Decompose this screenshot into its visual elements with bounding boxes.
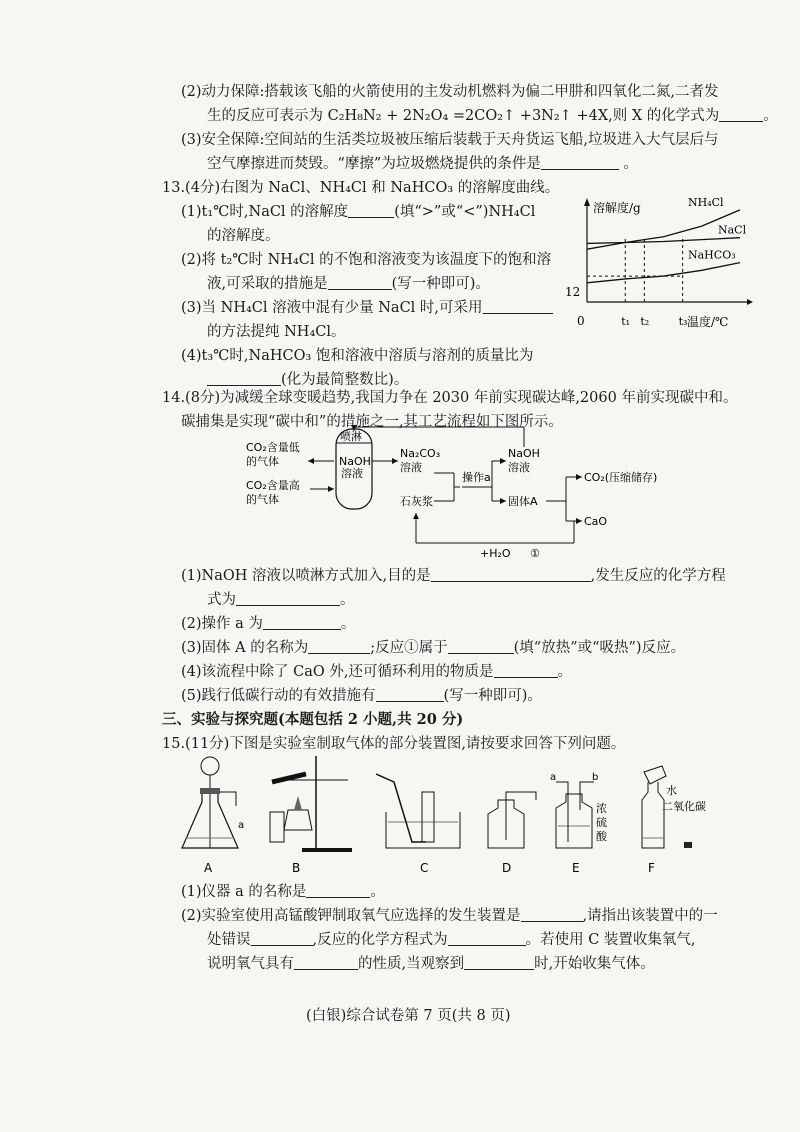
answer-blank [541,155,619,170]
q14-header-line2: 碳捕集是实现“碳中和”的措施之一,其工艺流程如下图所示。 [181,414,563,430]
x-axis-label: 温度/℃ [687,315,729,329]
naoh-out-label-2: 溶液 [508,461,530,474]
q15-p2e: 。若使用 C 装置收集氧气, [525,932,696,948]
q14-p4: (4)该流程中除了 CaO 外,还可循环利用的物质是 [181,664,494,680]
answer-blank [306,883,370,898]
q14-p1c: 式为 [207,592,236,608]
apparatus-e [550,772,608,875]
q13-p2b: 液,可采取的措施是 [207,276,328,292]
answer-blank [207,371,281,386]
na2co3-label-2: 溶液 [400,461,422,474]
answer-blank [308,639,370,654]
q12-part3-line1: (3)安全保障:空间站的生活类垃圾被压缩后装载于天舟货运飞船,垃圾进入大气层后与 [181,132,719,148]
port-b-label: b [592,772,599,783]
section-3-heading: 三、实验与探究题(本题包括 2 小题,共 20 分) [162,711,464,728]
apparatus-label-d: D [502,861,512,875]
q13-part3-line2: 的方法提纯 NH₄Cl。 [207,324,346,340]
answer-blank [448,639,514,654]
apparatus-label-b: B [292,861,301,875]
q14-part3 [181,638,685,658]
limewater-label: 石灰浆 [400,495,433,508]
q13-p2c: (写一种即可)。 [391,276,490,292]
answer-blank [483,299,553,314]
port-a-label: a [550,772,557,783]
y-axis-arrow [584,198,590,206]
q14-p3c: (填“放热”或“吸热”)反应。 [513,640,686,656]
q12-part2-line1: (2)动力保障:搭载该飞船的火箭使用的主发动机燃料为偏二甲肼和四氧化二氮,二者发 [181,84,719,100]
na2co3-label-1: Na₂CO₃ [400,447,441,460]
low-co2-label-1: CO₂含量低 [246,441,300,454]
answer-blank [464,955,534,970]
q13-part2-line1: (2)将 t₂℃时 NH₄Cl 的不饱和溶液变为该温度下的饱和溶 [181,252,552,268]
q14-part1-line1 [181,566,726,586]
answer-blank [494,663,558,678]
water-label: +H₂O [480,547,511,560]
series-line-2 [587,238,740,244]
q14-part5 [181,686,542,706]
answer-blank [521,907,583,922]
series-label-1: NH₄Cl [688,195,724,209]
q12-part2-line2: 生的反应可表示为 C₂H₈N₂ + 2N₂O₄ =2CO₂↑ +3N₂↑ +4X,则 X 的化学式为 。 [207,108,778,124]
answer-blank [236,591,340,606]
q12-part3-line2: 空气摩擦进而焚毁。“摩擦”为垃圾燃烧提供的条件是 。 [207,156,638,172]
apparatus-label-f: F [648,861,655,875]
q14-p1b: ,发生反应的化学方程 [590,568,726,584]
apparatus-label-e: E [572,861,580,875]
acid-label-2: 硫 [596,816,607,829]
instrument-a-marker: a [238,820,245,831]
answer-blank [376,687,444,702]
q15-part1: (1)仪器 a 的名称是 。 [181,884,385,900]
q13-part4-line2 [207,370,408,390]
naoh-out-label-1: NaOH [508,447,540,460]
co2-storage-label: CO₂(压缩储存) [584,471,658,484]
q15-p2d: ,反应的化学方程式为 [312,932,448,948]
high-co2-label-2: 的气体 [246,493,279,506]
tower-naoh-label-1: NaOH [339,455,371,468]
series-label-2: NaCl [718,223,747,237]
x-tick-label: t₂ [640,315,650,328]
answer-blank [719,107,763,122]
co2-label-f: 二氧化碳 [662,800,706,813]
q15-part2-line1 [181,906,718,926]
y-tick-12: 12 [565,285,581,299]
q14-p1a: (1)NaOH 溶液以喷淋方式加入,目的是 [181,568,431,584]
q15-header: 15.(11分)下图是实验室制取气体的部分装置图,请按要求回答下列问题。 [162,736,626,752]
page-footer: (白银)综合试卷第 7 页(共 8 页) [306,1008,511,1024]
q13-part1-line1 [181,202,535,222]
q15-p2h: 时,开始收集气体。 [534,956,655,972]
q13-header: 13.(4分)右图为 NaCl、NH₄Cl 和 NaHCO₃ 的溶解度曲线。 [162,180,560,196]
apparatus-f [642,766,706,875]
q15-p2a: (2)实验室使用高锰酸钾制取氧气应选择的发生装置是 [181,908,521,924]
q14-p5b: (写一种即可)。 [443,688,542,704]
q15-p2f: 说明氧气具有 [207,956,294,972]
q14-p3a: (3)固体 A 的名称为 [181,640,309,656]
q13-part1-line2: 的溶解度。 [207,228,280,244]
q14-p3b: ;反应①属于 [370,640,448,656]
answer-blank [448,931,526,946]
q14-part4: (4)该流程中除了 CaO 外,还可循环利用的物质是 。 [181,664,572,680]
apparatus-a [182,757,244,875]
apparatus-label-a: A [204,861,213,875]
carbon-capture-flowchart [240,425,680,565]
operation-a-label: 操作a [462,471,491,484]
reaction-1-marker: ① [530,547,540,560]
lab-apparatus-figure [176,752,736,878]
q13-part2-line2 [207,274,490,294]
series-label-3: NaHCO₃ [688,248,736,262]
q12-part2-text: 生的反应可表示为 C₂H₈N₂ + 2N₂O₄ =2CO₂↑ +3N₂↑ +4X,则 X 的化学式为 [207,108,720,124]
cao-label: CaO [584,515,608,528]
q15-p2c: 处错误 [207,932,251,948]
q15-part2-line2 [207,930,696,950]
spray-label: 喷淋 [340,430,362,443]
q14-p2: (2)操作 a 为 [181,616,263,632]
q15-p1: (1)仪器 a 的名称是 [181,884,307,900]
q13-part4-line1: (4)t₃℃时,NaHCO₃ 饱和溶液中溶质与溶剂的质量比为 [181,348,534,364]
q13-part3-line1 [181,298,553,318]
q13-p1b: (填“>”或“<”)NH₄Cl [394,204,536,220]
q14-header-line1: 14.(8分)为减缓全球变暖趋势,我国力争在 2030 年前实现碳达峰,2060 年前实现碳中和。 [162,390,738,406]
tower-naoh-label-2: 溶液 [341,467,363,480]
apparatus-label-c: C [420,861,429,875]
x-tick-label: t₃ [678,315,688,328]
apparatus-b [270,756,352,875]
series-line-3 [587,263,740,283]
q13-p4b: (化为最简整数比)。 [281,372,409,388]
apparatus-c [376,774,460,875]
apparatus-d [488,792,536,875]
q15-p2g: 的性质,当观察到 [358,956,465,972]
q13-p3a: (3)当 NH₄Cl 溶液中混有少量 NaCl 时,可采用 [181,300,483,316]
q14-p5a: (5)践行低碳行动的有效措施有 [181,688,376,704]
acid-label-3: 酸 [596,830,607,843]
answer-blank [328,275,392,290]
y-axis-label: 溶解度/g [593,201,641,215]
answer-blank [251,931,313,946]
high-co2-label-1: CO₂含量高 [246,479,300,492]
q14-part1-line2: 式为 。 [207,592,355,608]
q12-part3-text: 空气摩擦进而焚毁。“摩擦”为垃圾燃烧提供的条件是 [207,156,541,172]
answer-blank [294,955,358,970]
water-label-f: 水 [666,784,677,797]
q14-part2: (2)操作 a 为 。 [181,616,356,632]
answer-blank [431,567,591,582]
answer-blank [263,615,341,630]
solid-a-label: 固体A [508,495,538,508]
low-co2-label-2: 的气体 [246,455,279,468]
acid-label-1: 浓 [596,802,607,815]
q13-p1a: (1)t₁℃时,NaCl 的溶解度 [181,204,349,220]
solubility-chart [565,194,755,344]
q15-part2-line3 [207,954,655,974]
q15-p2b: ,请指出该装置中的一 [582,908,718,924]
x-tick-label: t₁ [621,315,631,328]
answer-blank [348,203,394,218]
x-axis-arrow [747,299,753,305]
origin-label: 0 [577,314,585,328]
